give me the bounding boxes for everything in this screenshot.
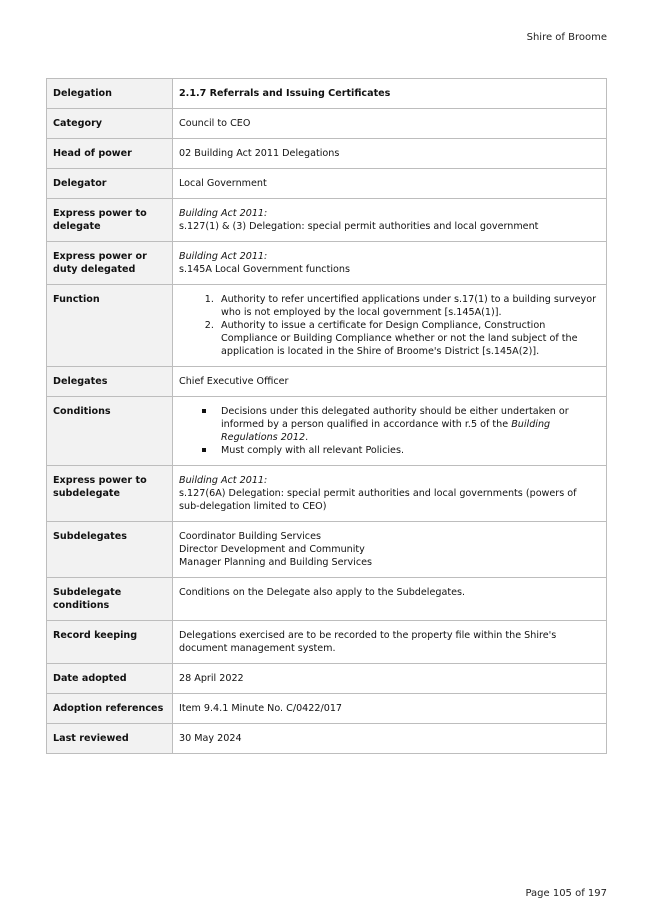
conditions-list	[179, 405, 600, 457]
delegation-title: 2.1.7 Referrals and Issuing Certificates	[173, 79, 607, 109]
subdelegate-item: Manager Planning and Building Services	[179, 557, 372, 568]
row-label: Date adopted	[47, 664, 173, 694]
table-row-head-of-power	[47, 139, 607, 169]
row-value	[173, 397, 607, 466]
list-item: 1. Authority to refer uncertified applications under s.17(1) to a building surveyor who is not employed by the local government [s.145A(1)].	[217, 293, 600, 319]
table-row-subdelegates	[47, 522, 607, 578]
row-label: Delegates	[47, 367, 173, 397]
row-value	[173, 285, 607, 367]
table-row-category	[47, 109, 607, 139]
row-value: 02 Building Act 2011 Delegations	[173, 139, 607, 169]
row-label: Conditions	[47, 397, 173, 466]
row-label: Express power to subdelegate	[47, 466, 173, 522]
row-label: Adoption references	[47, 694, 173, 724]
table-row-function	[47, 285, 607, 367]
subdelegate-item: Coordinator Building Services	[179, 531, 321, 542]
act-name: Building Act 2011:	[179, 251, 268, 262]
row-label: Head of power	[47, 139, 173, 169]
row-value: Local Government	[173, 169, 607, 199]
condition-text: Decisions under this delegated authority should be either undertaken or informed by a person qualified in accordance with r.5 of the	[221, 406, 569, 430]
table-row-delegates	[47, 367, 607, 397]
table-row-express-power-duty	[47, 242, 607, 285]
row-value	[173, 522, 607, 578]
list-item	[217, 405, 600, 444]
table-row-conditions	[47, 397, 607, 466]
row-label: Express power to delegate	[47, 199, 173, 242]
row-value: 30 May 2024	[173, 724, 607, 754]
row-label: Record keeping	[47, 621, 173, 664]
condition-text-end: .	[305, 432, 309, 443]
section-text: s.127(1) & (3) Delegation: special permit authorities and local government	[179, 221, 539, 232]
table-row-express-power-delegate	[47, 199, 607, 242]
row-value: Council to CEO	[173, 109, 607, 139]
row-value	[173, 199, 607, 242]
act-name: Building Act 2011:	[179, 208, 268, 219]
row-label: Last reviewed	[47, 724, 173, 754]
row-value	[173, 242, 607, 285]
subdelegate-item: Director Development and Community	[179, 544, 365, 555]
regulation-name: Building Regulations 2012	[221, 419, 551, 443]
table-row-last-reviewed	[47, 724, 607, 754]
row-label: Delegation	[47, 79, 173, 109]
row-value: Item 9.4.1 Minute No. C/0422/017	[173, 694, 607, 724]
row-label: Subdelegate conditions	[47, 578, 173, 621]
list-item: Must comply with all relevant Policies.	[217, 444, 600, 457]
table-row-express-power-subdelegate	[47, 466, 607, 522]
section-text: s.127(6A) Delegation: special permit authorities and local governments (powers of sub-delegation limited to CEO)	[179, 488, 577, 512]
function-list	[179, 293, 600, 358]
row-value: Conditions on the Delegate also apply to the Subdelegates.	[173, 578, 607, 621]
row-label: Express power or duty delegated	[47, 242, 173, 285]
delegation-table	[46, 78, 607, 754]
list-item: 2. Authority to issue a certificate for Design Compliance, Construction Compliance or Building Compliance whether or not the land subject of the application is located in the Shire of Broome's District [s.145A(2)].	[217, 319, 600, 358]
row-label: Function	[47, 285, 173, 367]
row-value: Chief Executive Officer	[173, 367, 607, 397]
row-value: 28 April 2022	[173, 664, 607, 694]
act-name: Building Act 2011:	[179, 475, 268, 486]
row-label: Delegator	[47, 169, 173, 199]
table-row-delegation	[47, 79, 607, 109]
table-row-record-keeping	[47, 621, 607, 664]
row-value	[173, 466, 607, 522]
page-number: Page 105 of 197	[525, 888, 607, 899]
section-text: s.145A Local Government functions	[179, 264, 350, 275]
row-label: Category	[47, 109, 173, 139]
header-org: Shire of Broome	[526, 32, 607, 43]
table-row-subdelegate-conditions	[47, 578, 607, 621]
row-value: Delegations exercised are to be recorded to the property file within the Shire's document management system.	[173, 621, 607, 664]
table-row-delegator	[47, 169, 607, 199]
table-row-adoption-references	[47, 694, 607, 724]
table-row-date-adopted	[47, 664, 607, 694]
row-label: Subdelegates	[47, 522, 173, 578]
